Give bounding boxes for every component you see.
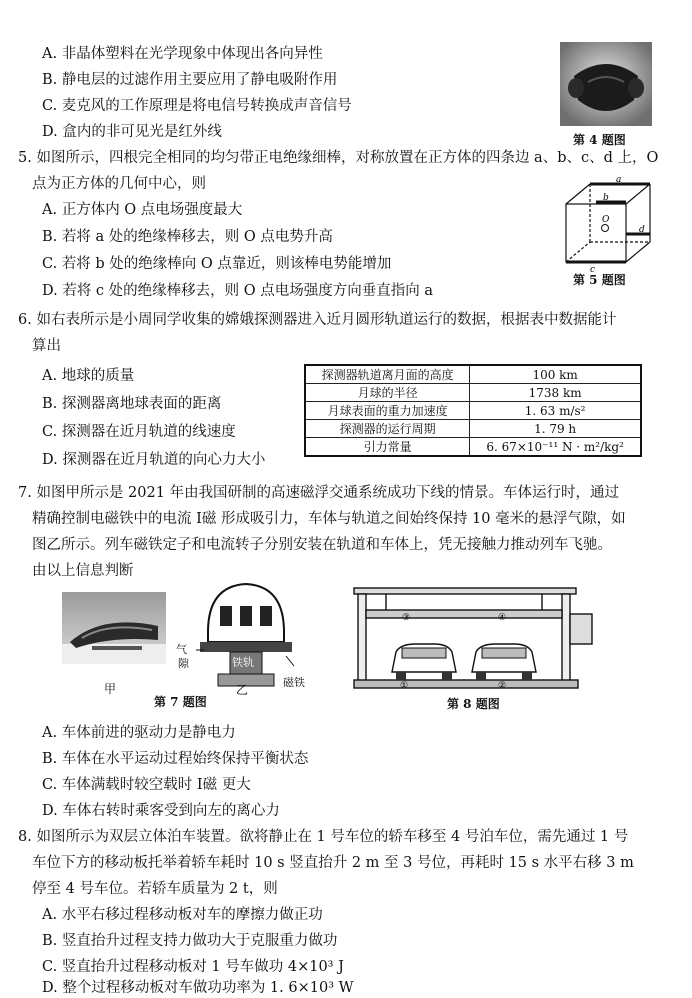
q6-option-c: C. 探测器在近月轨道的线速度 (42, 424, 236, 440)
q7-label-tiegui: 铁轨 (232, 656, 254, 669)
table-cell: 100 km (470, 365, 641, 384)
q7-stem-line-4: 由以上信息判断 (32, 563, 134, 579)
q5-label-b: b (603, 193, 609, 203)
car-icon-2 (472, 644, 536, 680)
q5-label-d: d (639, 225, 645, 235)
q5-option-b: B. 若将 a 处的绝缘棒移去，则 O 点电势升高 (42, 229, 333, 245)
q7-label-yi: 乙 (236, 683, 249, 697)
q4-option-d: D. 盒内的非可见光是红外线 (42, 124, 222, 140)
q7-label-citie: 磁铁 (283, 676, 305, 689)
q7-figure-caption: 第 7 题图 (154, 695, 207, 709)
q8-parking-figure (350, 580, 600, 692)
q5-stem-line-2: 点为正方体的几何中心，则 (32, 176, 206, 192)
table-cell: 1. 63 m/s² (470, 402, 641, 420)
q4-mask-figure (560, 42, 652, 126)
q5-label-o: O (602, 215, 610, 225)
q5-option-d: D. 若将 c 处的绝缘棒移去，则 O 点电场强度方向垂直指向 a (42, 283, 434, 299)
q6-stem-line-2: 算出 (32, 338, 61, 354)
q7-option-d: D. 车体右转时乘客受到向左的离心力 (42, 803, 280, 819)
table-row (305, 438, 641, 457)
q7-label-jia: 甲 (104, 682, 117, 696)
car-icon-1 (392, 644, 456, 680)
q6-stem-line-1: 6. 如右表所示是小周同学收集的嫦娥探测器进入近月圆形轨道运行的数据，根据表中数据能计 (18, 312, 617, 328)
q5-option-a: A. 正方体内 O 点电场强度最大 (42, 202, 243, 218)
table-cell: 探测器的运行周期 (305, 420, 470, 438)
q8-option-c: C. 竖直抬升过程移动板对 1 号车做功 4×10³ J (42, 959, 344, 975)
q8-stem-line-3: 停至 4 号车位。若轿车质量为 2 t，则 (32, 881, 278, 897)
table-cell: 探测器轨道离月面的高度 (305, 365, 470, 384)
table-row (305, 365, 641, 384)
q5-cube-figure (560, 175, 660, 275)
q8-label-3: ③ (402, 613, 411, 623)
q7-option-a: A. 车体前进的驱动力是静电力 (42, 725, 236, 741)
q7-stem-line-2: 精确控制电磁铁中的电流 I磁 形成吸引力，车体与轨道之间始终保持 10 毫米的悬浮气隙，如 (32, 511, 626, 527)
q8-option-b: B. 竖直抬升过程支持力做功大于克服重力做功 (42, 933, 338, 949)
q7-option-b: B. 车体在水平运动过程始终保持平衡状态 (42, 751, 309, 767)
q5-label-a: a (616, 175, 622, 185)
table-row (305, 402, 641, 420)
table-cell: 月球的半径 (305, 384, 470, 402)
table-cell: 1. 79 h (470, 420, 641, 438)
table-cell: 6. 67×10⁻¹¹ N · m²/kg² (470, 438, 641, 457)
q5-option-c: C. 若将 b 处的绝缘棒向 O 点靠近，则该棒电势能增加 (42, 256, 392, 272)
q4-option-a: A. 非晶体塑料在光学现象中体现出各向异性 (42, 46, 323, 62)
q6-option-b: B. 探测器离地球表面的距离 (42, 396, 222, 412)
table-cell: 引力常量 (305, 438, 470, 457)
q8-stem-line-1: 8. 如图所示为双层立体泊车装置。欲将静止在 1 号车位的轿车移至 4 号泊车位，需先通过 1 号 (18, 829, 629, 845)
q5-label-c: c (590, 265, 596, 275)
q8-stem-line-2: 车位下方的移动板托举着轿车耗时 10 s 竖直抬升 2 m 至 3 号位，再耗时 15 s 水平右移 3 m (32, 855, 634, 871)
q7-label-xi: 隙 (178, 657, 189, 670)
q6-option-a: A. 地球的质量 (42, 368, 135, 384)
q7-maglev-photo (62, 592, 166, 664)
table-cell: 月球表面的重力加速度 (305, 402, 470, 420)
q7-label-qi: 气 (176, 643, 187, 656)
q5-figure-caption: 第 5 题图 (573, 273, 626, 287)
q4-option-c: C. 麦克风的工作原理是将电信号转换成声音信号 (42, 98, 352, 114)
q7-stem-line-1: 7. 如图甲所示是 2021 年由我国研制的高速磁浮交通系统成功下线的情景。车体运行时，通过 (18, 485, 620, 501)
q7-option-c: C. 车体满载时较空载时 I磁 更大 (42, 777, 251, 793)
q6-option-d: D. 探测器在近月轨道的向心力大小 (42, 452, 266, 468)
q4-option-b: B. 静电层的过滤作用主要应用了静电吸附作用 (42, 72, 338, 88)
q8-label-1: ① (400, 681, 409, 691)
q8-option-d: D. 整个过程移动板对车做功功率为 1. 6×10³ W (42, 980, 354, 996)
q7-stem-line-3: 图乙所示。列车磁铁定子和电流转子分别安装在轨道和车体上，凭无接触力推动列车飞驰。 (32, 537, 612, 553)
q6-data-table (304, 364, 642, 457)
q8-figure-caption: 第 8 题图 (447, 697, 500, 711)
table-row (305, 384, 641, 402)
table-cell: 1738 km (470, 384, 641, 402)
q4-figure-caption: 第 4 题图 (573, 133, 626, 147)
q8-label-2: ② (498, 681, 507, 691)
q5-stem-line-1: 5. 如图所示，四根完全相同的均匀带正电绝缘细棒，对称放置在正方体的四条边 a、b、c、d 上，O (18, 150, 659, 166)
q8-label-4: ④ (498, 613, 507, 623)
table-row (305, 420, 641, 438)
q8-option-a: A. 水平右移过程移动板对车的摩擦力做正功 (42, 907, 323, 923)
